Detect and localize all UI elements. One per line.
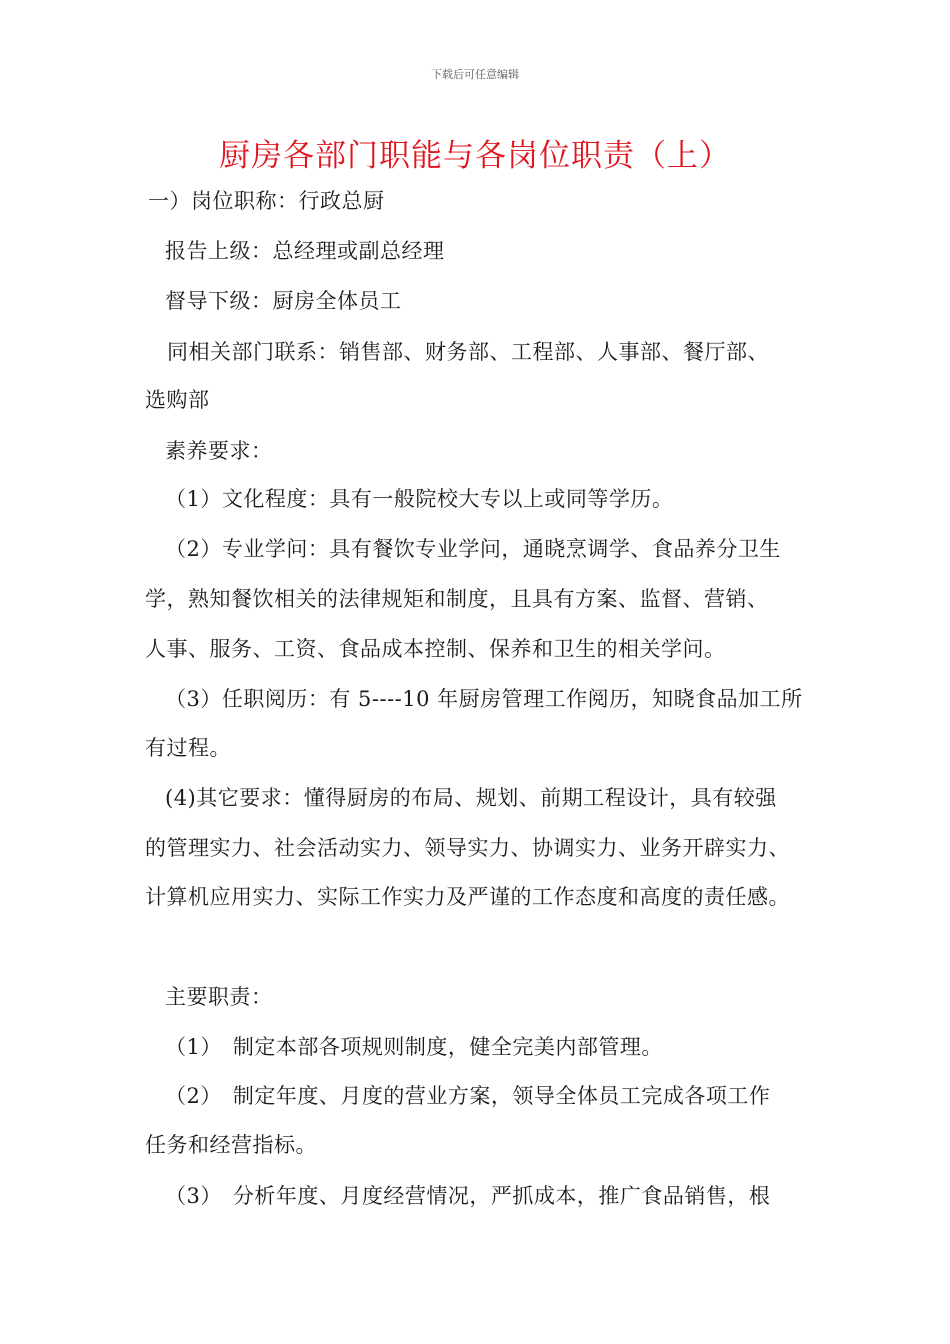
body-line: (4)其它要求：懂得厨房的布局、规划、前期工程设计，具有较强 [165, 786, 777, 810]
body-line: 素养要求： [165, 439, 273, 463]
body-line: 计算机应用实力、实际工作实力及严谨的工作态度和高度的责任感。 [145, 885, 790, 909]
body-line: 任务和经营指标。 [145, 1133, 317, 1157]
body-line: （3） 分析年度、月度经营情况，严抓成本，推广食品销售，根 [165, 1184, 771, 1208]
body-line: （2） 制定年度、月度的营业方案，领导全体员工完成各项工作 [165, 1084, 771, 1108]
body-line: （3）任职阅历：有 5----10 年厨房管理工作阅历，知晓食品加工所 [165, 687, 803, 711]
body-line: 有过程。 [145, 736, 231, 760]
body-line: 人事、服务、工资、食品成本控制、保养和卫生的相关学问。 [145, 637, 726, 661]
body-line: 选购部 [145, 388, 210, 412]
body-line: 的管理实力、社会活动实力、领导实力、协调实力、业务开辟实力、 [145, 836, 790, 860]
body-line: （1）文化程度：具有一般院校大专以上或同等学历。 [165, 487, 674, 511]
section-heading: 主要职责： [165, 985, 273, 1009]
body-line: 报告上级：总经理或副总经理 [165, 239, 445, 263]
body-line: 督导下级：厨房全体员工 [165, 289, 402, 313]
body-line: （1） 制定本部各项规则制度，健全完美内部管理。 [165, 1035, 663, 1059]
page-header: 下载后可任意编辑 [431, 68, 519, 81]
body-line: 学，熟知餐饮相关的法律规矩和制度，且具有方案、监督、营销、 [145, 587, 769, 611]
section-heading: 一）岗位职称：行政总厨 [148, 189, 385, 213]
body-line: 同相关部门联系：销售部、财务部、工程部、人事部、餐厅部、 [167, 340, 769, 364]
document-title: 厨房各部门职能与各岗位职责（上） [219, 138, 731, 174]
body-line: （2）专业学问：具有餐饮专业学问，通晓烹调学、食品养分卫生 [165, 537, 781, 561]
